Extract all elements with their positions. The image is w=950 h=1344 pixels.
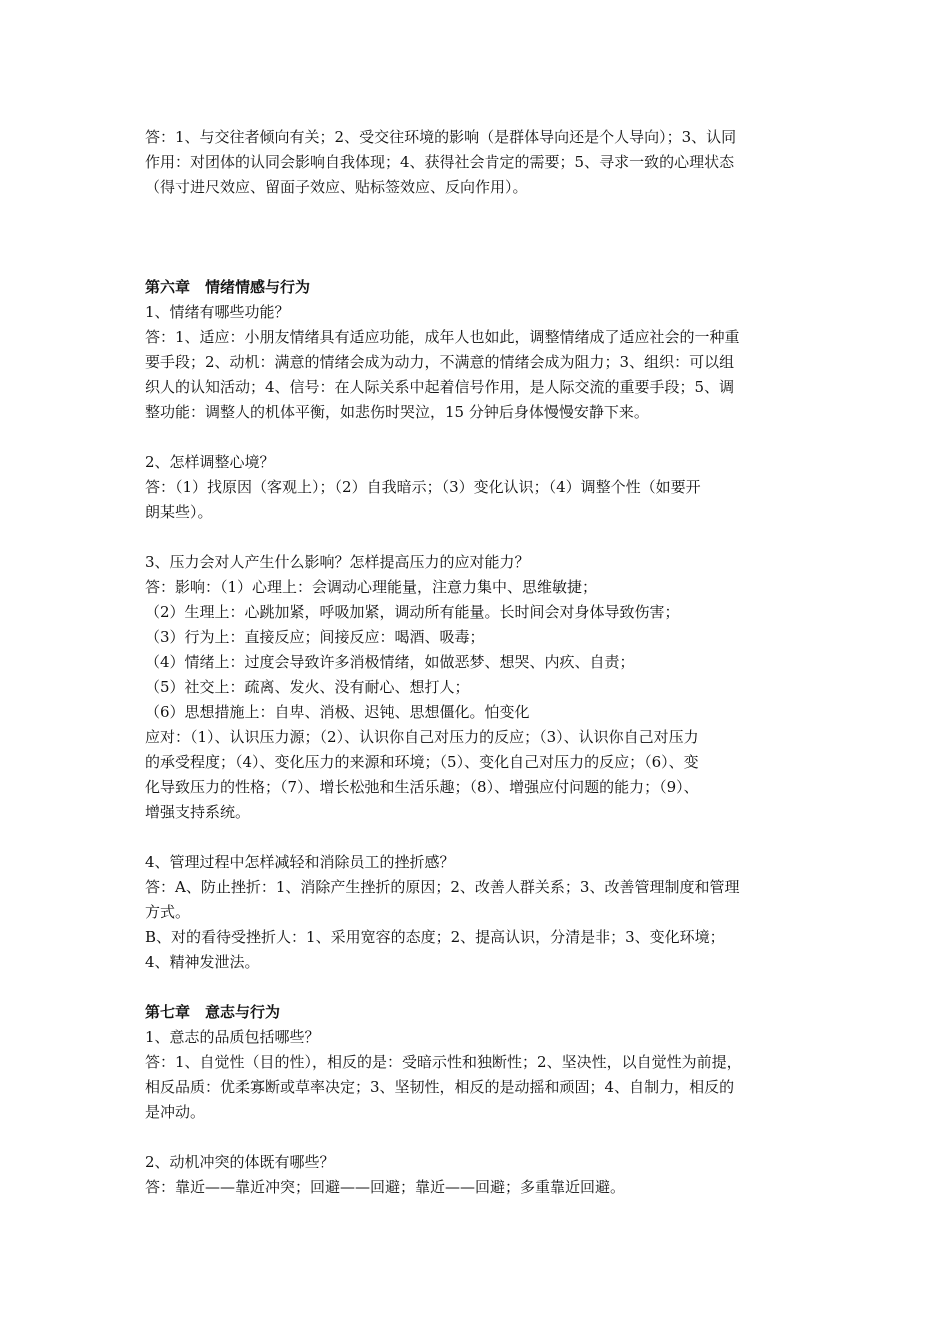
text-line: 答：靠近——靠近冲突；回避——回避；靠近——回避；多重靠近回避。: [145, 1178, 626, 1196]
question-7-1: 1、意志的品质包括哪些？: [145, 1028, 320, 1046]
text-line: 应对：（1）、认识压力源；（2）、认识你自己对压力的反应；（3）、认识你自己对压力: [145, 728, 699, 746]
text-line: 整功能：调整人的机体平衡，如悲伤时哭泣，15 分钟后身体慢慢安静下来。: [145, 403, 649, 421]
text-line: 方式。: [145, 903, 191, 921]
question-6-1: 1、情绪有哪些功能？: [145, 303, 290, 321]
chapter-7-title: 第七章 意志与行为: [145, 1003, 281, 1021]
text-line: （6）思想措施上：自卑、消极、迟钝、思想僵化。怕变化: [145, 703, 530, 721]
text-line: 答：（1）找原因（客观上）；（2）自我暗示；（3）变化认识；（4）调整个性（如要开: [145, 478, 701, 496]
chapter-6-title: 第六章 情绪情感与行为: [145, 278, 311, 296]
chapter-7: [145, 1000, 810, 1200]
text-line: 的承受程度；（4）、变化压力的来源和环境；（5）、变化自己对压力的反应；（6）、变: [145, 753, 699, 771]
text-line: （5）社交上：疏离、发火、没有耐心、想打人；: [145, 678, 470, 696]
text-line: 朗某些）。: [145, 503, 213, 521]
text-line: （得寸进尺效应、留面子效应、贴标签效应、反向作用）。: [145, 178, 528, 196]
question-6-3: 3、压力会对人产生什么影响？怎样提高压力的应对能力？: [145, 553, 530, 571]
text-line: 是冲动。: [145, 1103, 206, 1121]
text-line: 答：1、自觉性（目的性），相反的是：受暗示性和独断性；2、坚决性，以自觉性为前提，: [145, 1053, 742, 1071]
text-line: 答：影响：（1）心理上：会调动心理能量，注意力集中、思维敏捷；: [145, 578, 598, 596]
text-line: 增强支持系统。: [145, 803, 251, 821]
text-line: 答：A、防止挫折：1、消除产生挫折的原因；2、改善人群关系；3、改善管理制度和管理: [145, 878, 740, 896]
question-6-2: 2、怎样调整心境？: [145, 453, 275, 471]
text-line: 相反品质：优柔寡断或草率决定；3、坚韧性，相反的是动摇和顽固；4、自制力，相反的: [145, 1078, 735, 1096]
text-line: 要手段；2、动机：满意的情绪会成为动力，不满意的情绪会成为阻力；3、组织：可以组: [145, 353, 735, 371]
text-line: B、对的看待受挫折人：1、采用宽容的态度；2、提高认识，分清是非；3、变化环境；: [145, 928, 725, 946]
text-line: 答：1、与交往者倾向有关；2、受交往环境的影响（是群体导向还是个人导向）；3、认同: [145, 128, 737, 146]
text-line: 答：1、适应：小朋友情绪具有适应功能，成年人也如此，调整情绪成了适应社会的一种重: [145, 328, 740, 346]
intro-answer: [145, 125, 810, 200]
question-6-4: 4、管理过程中怎样减轻和消除员工的挫折感？: [145, 853, 455, 871]
text-line: 化导致压力的性格；（7）、增长松弛和生活乐趣；（8）、增强应付问题的能力；（9）、: [145, 778, 699, 796]
chapter-6: [145, 275, 810, 975]
text-line: （3）行为上：直接反应；间接反应：喝酒、吸毒；: [145, 628, 485, 646]
question-7-2: 2、动机冲突的体既有哪些？: [145, 1153, 335, 1171]
text-line: 4、精神发泄法。: [145, 953, 260, 971]
text-line: （2）生理上：心跳加紧，呼吸加紧，调动所有能量。长时间会对身体导致伤害；: [145, 603, 680, 621]
text-line: 作用：对团体的认同会影响自我体现；4、获得社会肯定的需要；5、寻求一致的心理状态: [145, 153, 735, 171]
document-page: [145, 125, 810, 1200]
text-line: （4）情绪上：过度会导致许多消极情绪，如做恶梦、想哭、内疚、自责；: [145, 653, 635, 671]
text-line: 织人的认知活动；4、信号：在人际关系中起着信号作用，是人际交流的重要手段；5、调: [145, 378, 735, 396]
